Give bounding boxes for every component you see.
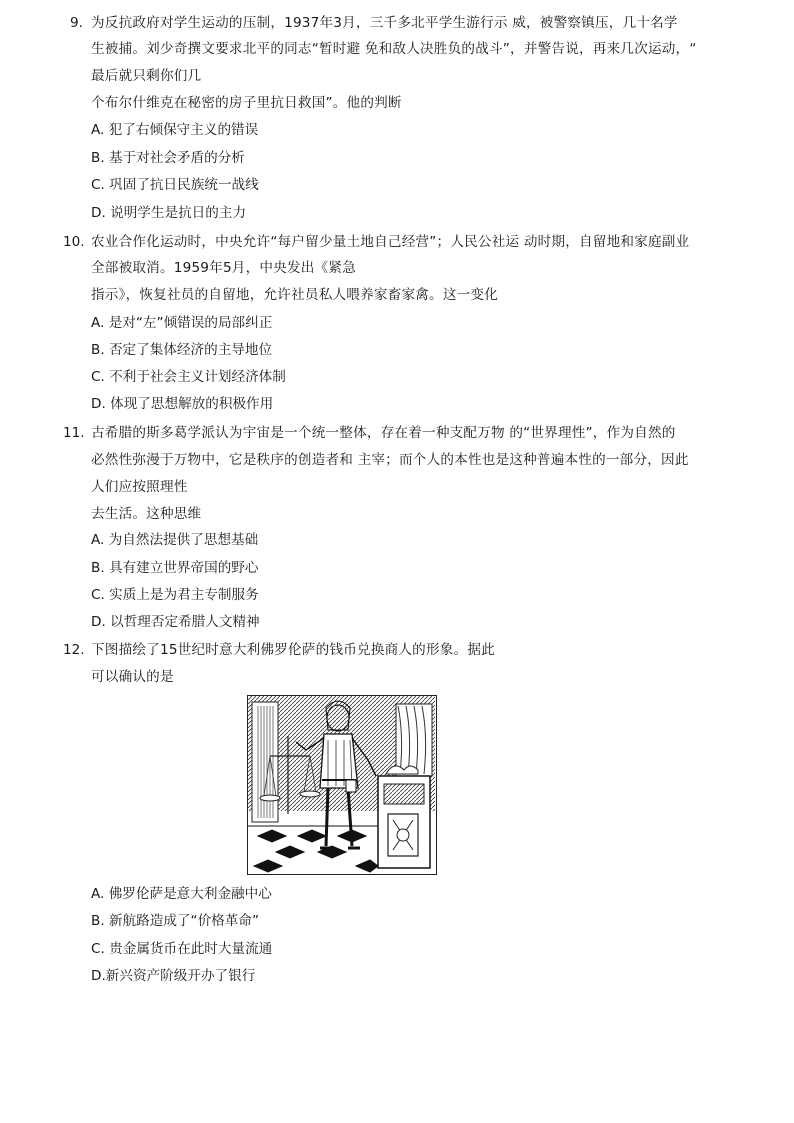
question-stem-line: 为反抗政府对学生运动的压制，1937年3月，三千多北平学生游行示 威，被警察镇压，几十名学 [91,15,678,31]
option-b: B. 新航路造成了“价格革命” [91,913,259,929]
woodcut-illustration [248,696,435,873]
question-stem-line: 个布尔什维克在秘密的房子里抗日救国”。他的判断 [91,95,402,111]
question-stem-line: 全部被取消。1959年5月，中央发出《紧急 [91,260,356,276]
question-stem-line: 必然性弥漫于万物中，它是秩序的创造者和 主宰；而个人的本性也是这种普遍本性的一部分，因此 [91,452,689,468]
question-number: 11. [63,425,85,441]
question-stem-line: 农业合作化运动时，中央允许“每户留少量土地自己经营”；人民公社运 动时期，自留地和家庭副业 [91,234,690,250]
money-changer-woodcut-image [247,695,437,875]
question-number: 12. [63,642,85,658]
option-c: C. 实质上是为君主专制服务 [91,587,259,603]
option-c: C. 巩固了抗日民族统一战线 [91,177,259,193]
option-d: D.新兴资产阶级开办了银行 [91,968,256,984]
option-c: C. 贵金属货币在此时大量流通 [91,941,273,957]
option-a: A. 佛罗伦萨是意大利金融中心 [91,886,272,902]
question-stem-line: 去生活。这种思维 [91,506,202,522]
option-a: A. 是对“左”倾错误的局部纠正 [91,315,273,331]
question-stem-line: 下图描绘了15世纪时意大利佛罗伦萨的钱币兑换商人的形象。据此 [91,642,495,658]
option-a: A. 为自然法提供了思想基础 [91,532,259,548]
question-stem-line: 最后就只剩你们几 [91,68,202,84]
question-stem-line: 可以确认的是 [91,669,174,685]
option-b: B. 基于对社会矛盾的分析 [91,150,245,166]
question-number: 10. [63,234,85,250]
question-number: 9. [70,15,83,31]
option-d: D. 以哲理否定希腊人文精神 [91,614,260,630]
option-d: D. 说明学生是抗日的主力 [91,205,247,221]
question-stem-line: 生被捕。刘少奇撰文要求北平的同志“暂时避 免和敌人决胜负的战斗”，并警告说，再来几次运动，“ [91,41,697,57]
question-stem-line: 人们应按照理性 [91,479,188,495]
option-b: B. 具有建立世界帝国的野心 [91,560,259,576]
option-a: A. 犯了右倾保守主义的错误 [91,122,259,138]
question-stem-line: 古希腊的斯多葛学派认为宇宙是一个统一整体，存在着一种支配万物 的“世界理性”，作为自然的 [91,425,676,441]
option-c: C. 不利于社会主义计划经济体制 [91,369,286,385]
option-b: B. 否定了集体经济的主导地位 [91,342,273,358]
question-stem-line: 指示》，恢复社员的自留地，允许社员私人喂养家畜家禽。这一变化 [91,287,499,303]
option-d: D. 体现了思想解放的积极作用 [91,396,274,412]
